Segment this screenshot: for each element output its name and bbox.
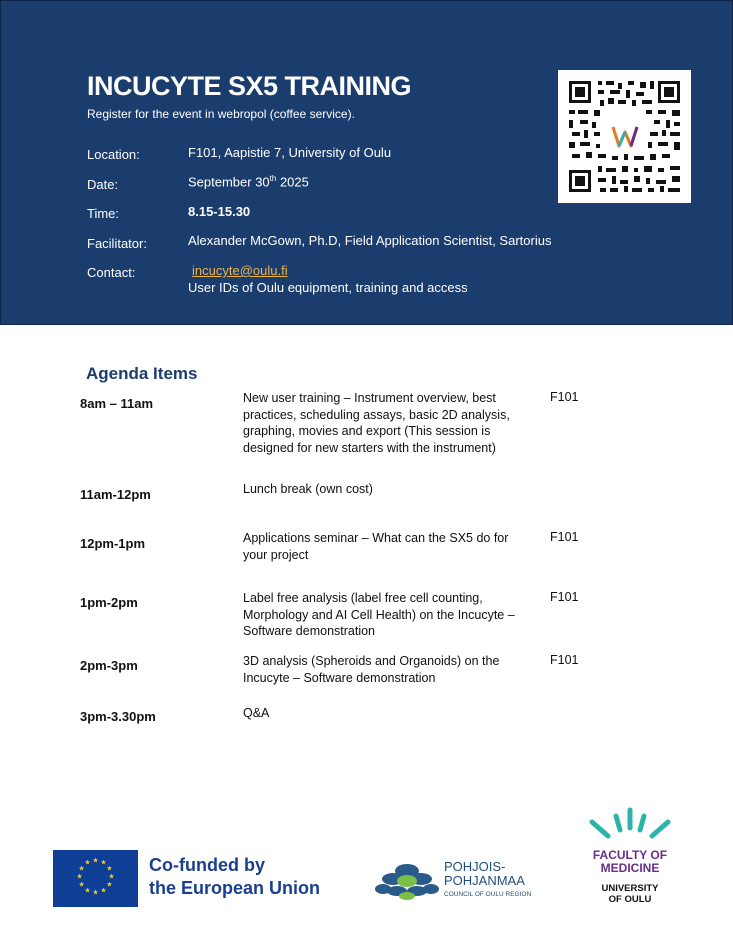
faculty-rays-icon xyxy=(586,806,674,846)
agenda-title: Agenda Items xyxy=(86,364,198,383)
faculty-of-medicine-logo xyxy=(586,806,674,846)
regional-council-icon xyxy=(375,861,439,901)
agenda-time: 1pm-2pm xyxy=(80,595,138,610)
svg-text:★: ★ xyxy=(78,880,85,889)
svg-text:★: ★ xyxy=(106,880,113,889)
svg-text:★: ★ xyxy=(92,888,99,897)
eu-stars-icon xyxy=(53,850,138,907)
agenda-room: F101 xyxy=(550,530,579,544)
agenda-room: F101 xyxy=(550,590,579,604)
pohjois-pohjanmaa-name: POHJOIS- POHJANMAA xyxy=(444,859,525,888)
svg-text:★: ★ xyxy=(100,886,107,895)
date-value: September 30th 2025 xyxy=(188,174,309,190)
svg-text:★: ★ xyxy=(84,858,91,867)
agenda-time: 8am – 11am xyxy=(80,396,154,411)
time-label: Time: xyxy=(87,206,120,221)
pohjois-pohjanmaa-subtitle: COUNCIL OF OULU REGION xyxy=(444,891,532,898)
date-label: Date: xyxy=(87,177,119,192)
event-header xyxy=(0,0,733,325)
svg-text:★: ★ xyxy=(106,864,113,873)
facilitator-value: Alexander McGown, Ph.D, Field Application Scientist, Sartorius xyxy=(188,233,552,248)
agenda-time: 2pm-3pm xyxy=(80,658,138,673)
qr-code[interactable] xyxy=(558,70,691,203)
time-value: 8.15-15.30 xyxy=(188,204,251,219)
agenda-room: F101 xyxy=(550,653,579,667)
university-name: UNIVERSITY OF OULU xyxy=(601,883,659,905)
svg-text:★: ★ xyxy=(100,858,107,867)
agenda-time: 3pm-3.30pm xyxy=(80,709,156,724)
faculty-name: FACULTY OF MEDICINE xyxy=(592,848,668,875)
contact-email-link[interactable]: incucyte@oulu.fi xyxy=(192,263,288,278)
agenda-description: New user training – Instrument overview, best practices, scheduling assays, basic 2D analysis, graphing, movies and export (This session is designed for new starters with the instrument) xyxy=(243,391,510,455)
event-title: INCUCYTE SX5 TRAINING xyxy=(87,71,412,101)
agenda-description: Applications seminar – What can the SX5 do for your project xyxy=(243,531,509,562)
agenda-time: 11am-12pm xyxy=(80,487,151,502)
eu-flag-logo xyxy=(53,850,138,907)
agenda-time: 12pm-1pm xyxy=(80,536,146,551)
svg-text:★: ★ xyxy=(84,886,91,895)
contact-note: User IDs of Oulu equipment, training and access xyxy=(188,280,468,295)
qr-code-icon xyxy=(558,70,691,203)
agenda-description: Lunch break (own cost) xyxy=(243,482,373,496)
facilitator-label: Facilitator: xyxy=(87,236,147,251)
pohjois-pohjanmaa-logo xyxy=(375,861,439,901)
contact-label: Contact: xyxy=(87,265,136,280)
location-label: Location: xyxy=(87,147,140,162)
agenda-description: 3D analysis (Spheroids and Organoids) on the Incucyte – Software demonstration xyxy=(243,654,500,685)
agenda-description: Label free analysis (label free cell counting, Morphology and AI Cell Health) on the Incucyte – Software demonstration xyxy=(243,591,515,638)
location-value: F101, Aapistie 7, University of Oulu xyxy=(188,145,392,160)
eu-cofunded-text: Co-funded by the European Union xyxy=(149,855,320,898)
event-subtitle: Register for the event in webropol (coffee service). xyxy=(87,107,355,121)
agenda-room: F101 xyxy=(550,390,579,404)
agenda-description: Q&A xyxy=(243,706,270,720)
svg-text:★: ★ xyxy=(76,872,83,881)
svg-text:★: ★ xyxy=(78,864,85,873)
svg-text:★: ★ xyxy=(108,872,115,881)
svg-text:★: ★ xyxy=(92,856,99,865)
